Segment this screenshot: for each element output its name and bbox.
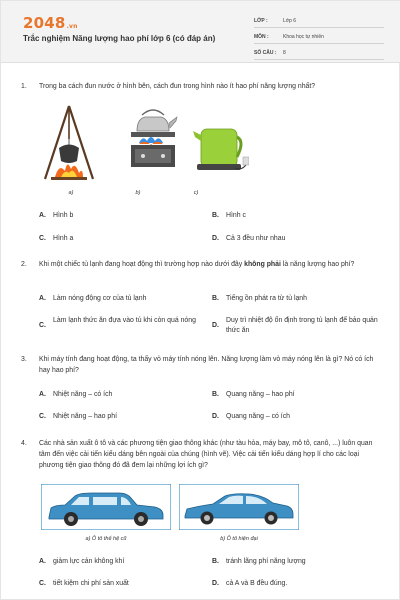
kettle-stove-image	[131, 110, 177, 167]
modern-car-image	[179, 484, 299, 530]
question-2	[21, 259, 383, 270]
question-1	[21, 81, 383, 92]
electric-kettle-image	[193, 129, 249, 170]
meta-value: 8	[283, 50, 286, 56]
figure-caption-modern-car: b) Ô tô hiện đại	[220, 536, 258, 542]
option-c[interactable]: C. Hình a	[39, 235, 74, 242]
option-a[interactable]: A. Làm nóng động cơ của tủ lạnh	[39, 295, 147, 302]
old-car-image	[41, 484, 171, 530]
meta-value: Khoa học tự nhiên	[283, 34, 324, 40]
option-a[interactable]: A. giảm lực cản không khí	[39, 558, 125, 565]
option-b[interactable]: B. Tiếng ồn phát ra từ tủ lạnh	[212, 295, 307, 302]
document-meta	[254, 15, 384, 63]
figure-caption-a: a)	[68, 190, 74, 196]
option-d[interactable]: D. cả A và B đều đúng.	[212, 580, 288, 587]
question-text: 2. Khi một chiếc tủ lạnh đang hoạt động thì trường hợp nào dưới đây không phải là năng lượng hao phí?	[21, 261, 355, 268]
question-number: 3.	[21, 356, 27, 363]
question-text: 3. Khi máy tính đang hoạt động, ta thấy vỏ máy tính nóng lên. Năng lượng làm vỏ máy nóng lên là gì? Nó có ích hay hao phí?	[21, 356, 374, 374]
document-header	[1, 1, 400, 63]
figure-caption-b: b)	[135, 190, 141, 196]
option-a[interactable]: A. Hình b	[39, 212, 74, 219]
meta-key: LỚP :	[254, 18, 268, 24]
question-text: 4. Các nhà sản xuất ô tô và các phương tiện giao thông khác (như tàu hỏa, máy bay, mô tô, canô, ...) luôn quan tâm đến việc cải tiến kiểu dáng bên ngoài của chúng (hình vẽ). Việc cải tiến kiểu dáng hợp lí cho các loại phương tiện giao thông đó đã đem lại những lợi ích gì?	[21, 440, 373, 469]
option-a[interactable]: A. Nhiệt năng – có ích	[39, 391, 113, 398]
meta-row-subject	[254, 31, 384, 44]
meta-value: Lớp 6	[283, 18, 297, 24]
figure-caption-old-car: a) Ô tô thế hệ cũ	[85, 536, 127, 542]
meta-row-grade	[254, 15, 384, 28]
meta-key: MÔN :	[254, 34, 269, 40]
site-logo[interactable]: 2048.vn	[23, 14, 78, 32]
question-number: 2.	[21, 261, 27, 268]
meta-row-count	[254, 47, 384, 60]
option-d[interactable]: D. Quang năng – có ích	[212, 413, 290, 420]
meta-key: SỐ CÂU :	[254, 50, 277, 56]
figure-caption-c: c)	[193, 190, 199, 196]
document-title: Trắc nghiệm Năng lượng hao phí lớp 6 (có đáp án)	[23, 34, 216, 43]
option-b[interactable]: B. Quang năng – hao phí	[212, 391, 295, 398]
emphasis-text: không phải	[244, 261, 281, 268]
tripod-fire-image	[45, 106, 93, 180]
question-number: 1.	[21, 83, 27, 90]
option-c[interactable]: C. Làm lạnh thức ăn đựa vào tủ khi còn quá nóng	[39, 317, 196, 329]
option-d[interactable]: D. Duy trì nhiệt độ ổn định trong tủ lạnh để bảo quản thức ăn	[212, 317, 378, 334]
question-3	[21, 354, 383, 376]
option-c[interactable]: C. Nhiệt năng – hao phí	[39, 413, 117, 420]
heating-methods-figure	[39, 101, 249, 183]
option-b[interactable]: B. Hình c	[212, 212, 246, 219]
question-number: 4.	[21, 440, 27, 447]
question-text: 1. Trong ba cách đun nước ở hình bên, cách đun trong hình nào ít hao phí năng lượng nhất?	[21, 83, 316, 90]
question-4	[21, 438, 383, 471]
option-b[interactable]: B. tránh lãng phí năng lượng	[212, 558, 306, 565]
option-c[interactable]: C. tiết kiệm chi phí sản xuất	[39, 580, 129, 587]
option-d[interactable]: D. Cả 3 đều như nhau	[212, 235, 286, 242]
